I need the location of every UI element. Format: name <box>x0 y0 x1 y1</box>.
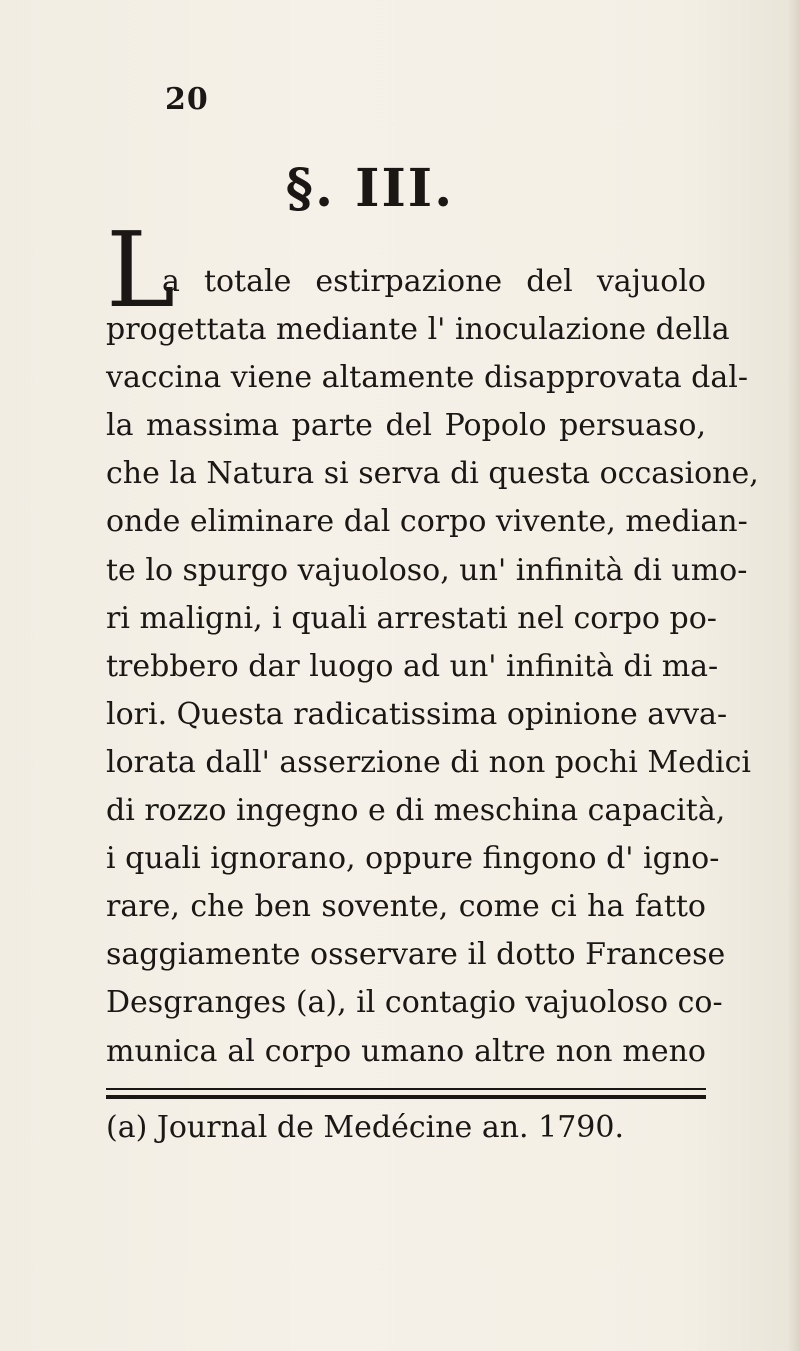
text-line: i quali ignorano, oppure fingono d' igno- <box>106 841 720 877</box>
drop-cap: L <box>106 209 176 331</box>
text-line: trebbero dar luogo ad un' infinità di ma- <box>106 648 719 684</box>
page-number: 20 <box>165 82 209 117</box>
text-line: munica al corpo umano altre non meno <box>106 1033 706 1069</box>
section-heading: §. III. <box>285 158 455 219</box>
text-line: saggiamente osservare il dotto Francese <box>106 937 726 973</box>
footnote: (a) Journal de Medécine an. 1790. <box>106 1110 625 1145</box>
text-line: la massima parte del Popolo persuaso, <box>106 408 706 444</box>
text-line: ri maligni, i quali arrestati nel corpo po- <box>106 600 717 636</box>
text-line: vaccina viene altamente disapprovata dal- <box>106 360 748 396</box>
text-line: onde eliminare dal corpo vivente, median- <box>106 504 748 540</box>
text-line: lorata dall' asserzione di non pochi Medici <box>106 744 752 780</box>
text-line: di rozzo ingegno e di meschina capacità, <box>106 793 726 829</box>
text-line: a totale estirpazione del vajuolo <box>162 264 706 299</box>
text-line: lori. Questa radicatissima opinione avva- <box>106 696 728 732</box>
text-line: che la Natura si serva di questa occasione, <box>106 456 759 492</box>
footnote-divider-thick <box>106 1095 706 1099</box>
text-line: rare, che ben sovente, come ci ha fatto <box>106 889 706 925</box>
page-edge-shadow <box>786 0 800 1351</box>
text-line: progettata mediante l' inoculazione della <box>106 312 730 348</box>
footnote-divider <box>106 1088 706 1090</box>
text-line: te lo spurgo vajuoloso, un' infinità di umo- <box>106 552 748 588</box>
body-text <box>106 258 759 1076</box>
text-line: Desgranges (a), il contagio vajuoloso co- <box>106 985 723 1021</box>
